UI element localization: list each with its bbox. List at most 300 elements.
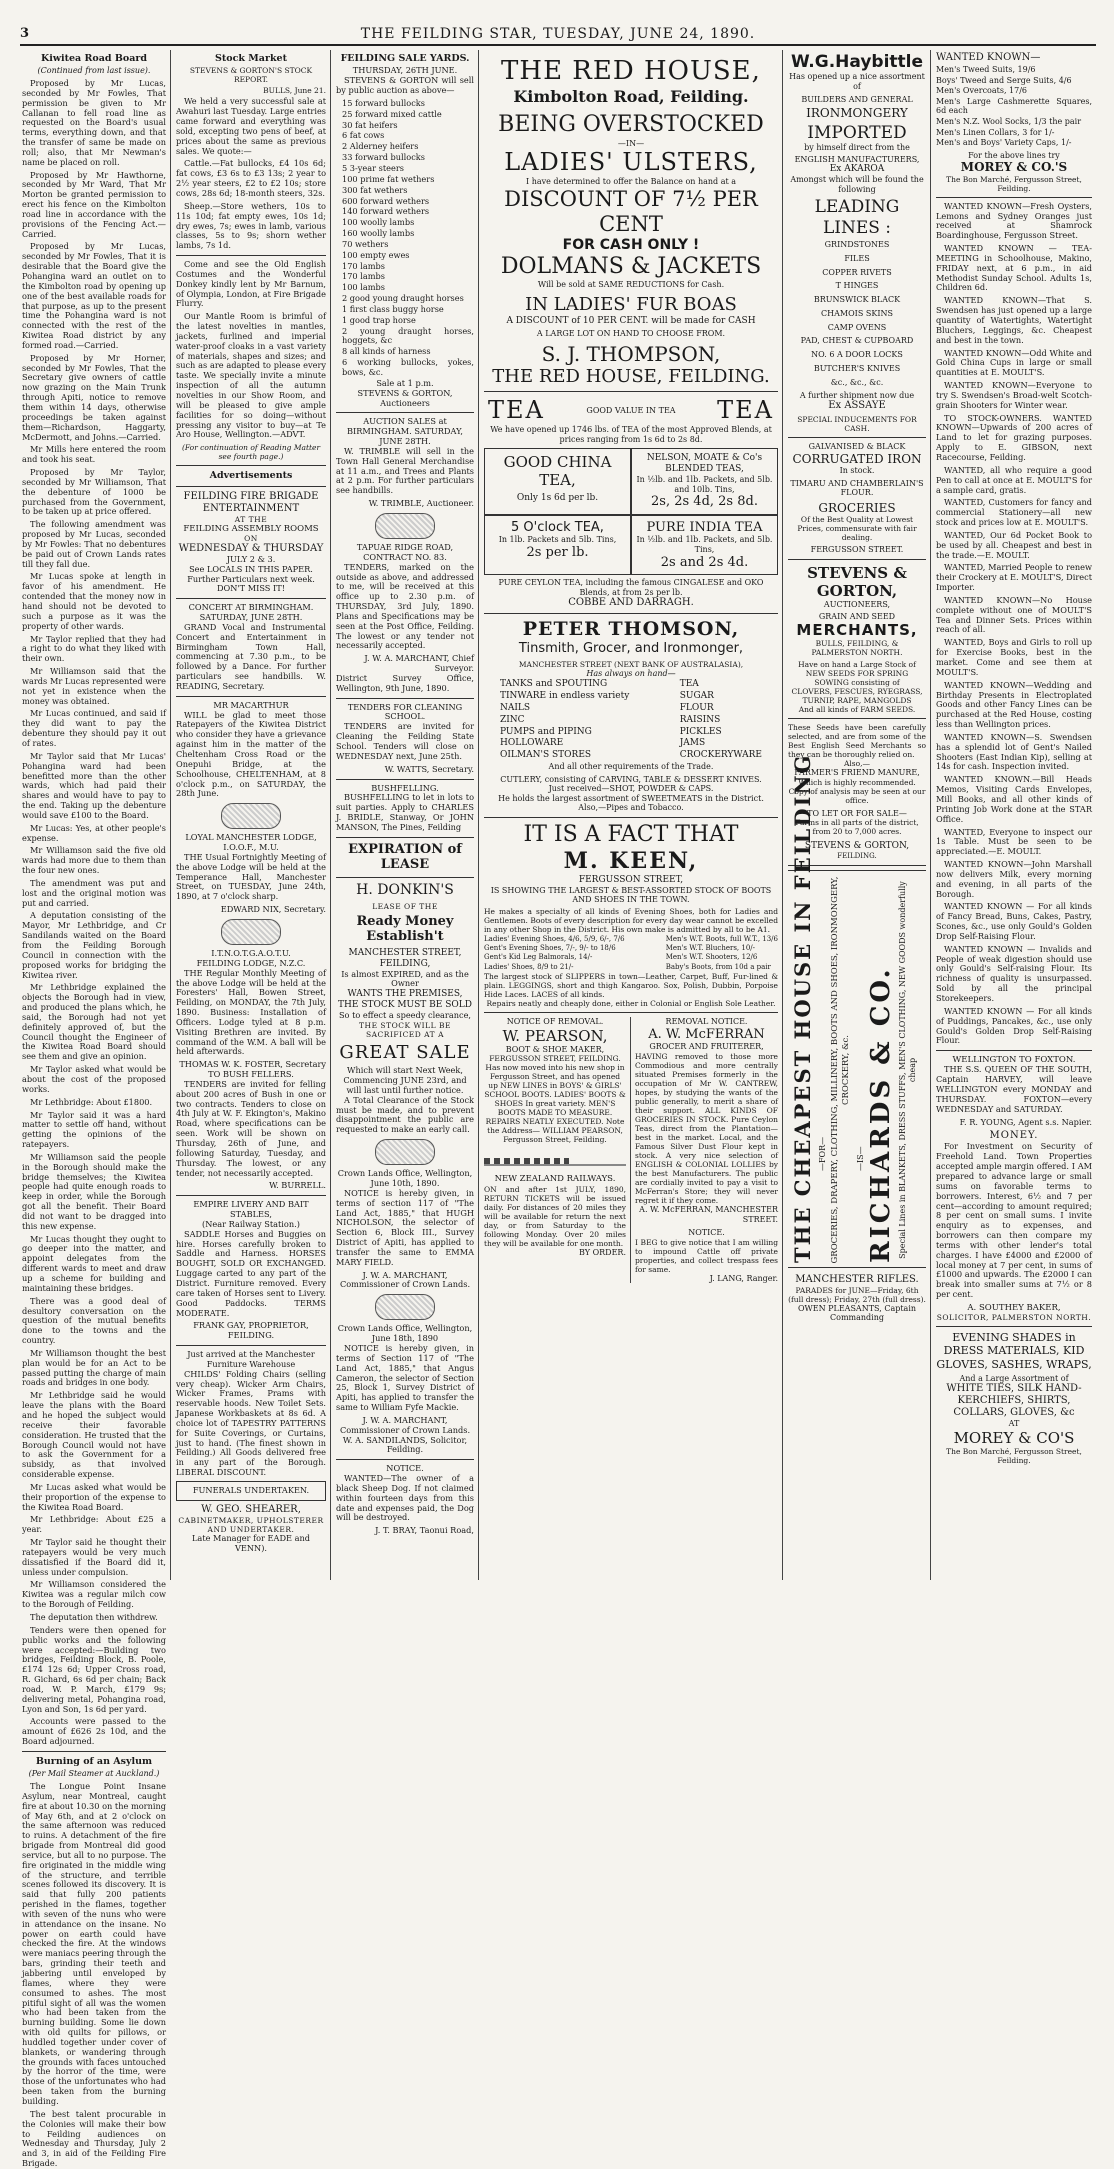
product-item: BUTCHER'S KNIVES [813,364,901,374]
article-paragraph: Come and see the Old English Costumes and the Wonderful Donkey kindly lent by Mr Barnum, of Olympia, London, at Fire Brigade Flurry. [176,259,326,309]
ad-signature: J. T. BRAY, Taonui Road, [375,1525,474,1536]
article-paragraph: The best talent procurable in the Colonies will make their bow to Feilding audiences on Wednesday and Thursday, July 2 and 3, in aid of the Feilding Fire Brigade. [22,2108,166,2169]
ad-signature: W. BURRELL. [269,1180,326,1191]
ad-headline: IN LADIES' FUR BOAS [525,293,737,315]
ad-headline: BEING OVERSTOCKED [498,112,764,138]
ad-text: CUTLERY, consisting of CARVING, TABLE & DESSERT KNIVES. [500,774,762,784]
price-item: Boys' Tweed and Serge Suits, 4/6 [936,75,1072,85]
ad-text: WILL be glad to meet those Ratepayers of the Kiwitea District who consider they have a grievance against him in the matter of the Cheltenham Cross Road or the Onepuhi Bridge, at the Schoolhouse, CHELTENHAM, at 8 o'clock p.m., on SATURDAY, the 28th June. [176,709,326,799]
ad-text: SADDLE Horses and Buggies on hire. Horses carefully broken to Saddle and Harness. HORSES BOUGHT, SOLD OR EXCHANGED. Luggage carted to any part of the District. Furniture removed. Every care taken of Horses sent to Livery. Good Paddocks. TERMS MODERATE. [176,1228,326,1318]
product-item: CAMP OVENS [827,322,887,332]
ad-title: NOTICE. [688,1228,725,1238]
wanted-ad: WANTED KNOWN—That S. Swendsen has just opened up a large quantity of Watertights, Watertight Bluchers, Leggings, &c. Cheapest and best in the town. [936,295,1092,345]
ad-text: FEILDING ASSEMBLY ROOMS [183,523,319,534]
product-item: ZINC [500,714,525,725]
ad-headline: MOREY & CO'S [953,1428,1075,1447]
ad-text: A further shipment now due [799,390,915,400]
ad-text: Which is highly recommended. Copy of analysis may be seen at our office. [788,777,926,805]
lot-item: 300 fat wethers [342,184,408,195]
pearson-ad [484,1017,631,1283]
article-paragraph: The amendment was put and lost and the original motion was put and carried. [22,877,166,908]
ad-title: Just arrived at the Manchester Furniture Warehouse [187,1349,315,1369]
price-item: Ladies' Shoes, 8/9 to 21/- [484,962,574,971]
ad-text: These Seeds have been carefully selected, and are from some of the Best English Seed Merchants so they can be thoroughly relied on. [788,723,926,760]
lot-item: 1 good trap horse [342,314,416,325]
ad-text: Ex ASSAYE [828,400,886,412]
section-subheading: STEVENS & GORTON'S STOCK REPORT. [189,66,313,85]
wanted-ad: WANTED KNOWN—Fresh Oysters, Lemons and Sydney Oranges just received at Shamrock Boardinghouse, Fergusson Street. [936,200,1092,241]
ad-text: WEDNESDAY & THURSDAY [178,542,324,554]
tea-word: TEA [717,396,774,425]
ad-text: AT THE [234,514,268,524]
tea-grid [484,448,778,575]
article-paragraph: Mr Williamson thought the best plan would be for an Act to be passed putting the charge of main roads and bridges in one body. [22,1347,166,1388]
wanted-ad: WANTED, Customers for fancy and commercial Stationery—all new stock and prices low at E. MOULT'S. [936,497,1092,528]
ad-title: LOYAL MANCHESTER LODGE, I.O.O.F., M.U. [185,832,317,853]
ad-text: W. TRIMBLE will sell in the Town Hall General Merchandise at 11 a.m., and Trees and Plants at 2 p.m. For further particulars see handbills. [336,445,474,496]
divider [176,1195,326,1196]
product-item: NO. 6 A DOOR LOCKS [811,350,903,360]
lot-item: 2 good young draught horses [342,293,464,304]
handshake-emblem-icon [221,803,281,829]
product-item: OILMAN'S STORES [500,750,592,761]
wanted-ad: WANTED, Our 6d Pocket Book to be used by all. Cheapest and best in the trade.—E. MOULT. [936,529,1092,560]
ad-title: Crown Lands Office, Wellington, June 18th, 1890 [337,1323,473,1344]
ad-text: I have determined to offer the Balance on hand at a [526,177,736,187]
section-heading: Stock Market [215,53,287,64]
article-paragraph: Mr Lucas spoke at length in favor of his amendment. He contended that the money now in hand should not be devoted to such a purpose as it was the property of other wards. [22,571,166,631]
ad-subtitle: GROCER AND FRUITERER, [649,1042,764,1052]
wanted-ad: WANTED KNOWN—No House complete without one of MOULT'S Tea and Dinner Sets. Prices within reach of all. [936,594,1092,635]
divider [484,1012,778,1013]
wanted-ad: WANTED, Everyone to inspect our 1s Table. Must be seen to be appreciated.—E. MOULT. [936,826,1092,857]
column-wanted [936,50,1092,1580]
lot-item: 170 lambs [342,260,385,271]
ad-headline: DRESS MATERIALS, KID GLOVES, SASHES, WRAPS, [936,1344,1092,1371]
price-item: Men's Tweed Suits, 19/6 [936,65,1036,74]
ad-headline: DISCOUNT OF 7½ PER CENT [504,186,758,236]
product-item: SUGAR [679,691,714,702]
ad-text: —IN— [617,138,645,148]
ad-signature: J. W. A. MARCHANT, Chief Surveyor. [364,653,474,674]
ad-headline: GREAT SALE [339,1041,471,1063]
section-subheading: (Continued from last issue). [37,66,151,76]
lot-item: 600 forward wethers [342,195,430,206]
divider [336,877,474,878]
royal-arms-icon [375,1294,435,1320]
price-item: Men's Overcoats, 17/6 [936,86,1027,96]
section-heading: Kiwitea Road Board [40,53,148,64]
article-paragraph: Mr Lucas: Yes, at other people's expense. [22,822,166,843]
ad-signature: SOLICITOR, PALMERSTON NORTH. [936,1313,1092,1323]
ad-text: GRAIN AND SEED [818,611,896,621]
ad-text: MANCHESTER STREET (NEXT BANK OF AUSTRALASIA), [518,659,744,669]
ad-title: NEW ZEALAND RAILWAYS. [494,1174,616,1185]
ad-text: And all kinds of FARM SEEDS. [798,705,916,715]
ad-signature: COBBE AND DARRAGH. [568,597,694,609]
ad-text: A Total Clearance of the Stock must be made, and to prevent disappointment the public are requested to make an early call. [336,1094,474,1135]
ad-title: TAPUAE RIDGE ROAD, CONTRACT NO. 83. [356,541,454,562]
column-rule [782,50,783,1580]
ad-text: Further Particulars next week. [187,573,315,584]
ad-text: Amongst which will be found the following [790,174,924,194]
ad-text: Repairs neatly and cheaply done, either in Colonial or English Sole Leather. [486,999,776,1009]
ad-headline: EVENING SHADES in [952,1331,1076,1345]
tea-name: GOOD CHINA TEA, [503,453,612,490]
wanted-ad: WANTED KNOWN — Invalids and People of weak digestion should use only Gould's Self-raising Flour. Its richness of quality is unsurpassed. Sold by all the principal Storekeepers. [936,943,1092,1004]
ad-text: Of the Best Quality at Lowest Prices, commensurate with fair dealing. [797,515,917,543]
product-item: PUMPS and PIPING [500,726,592,737]
ad-text: BUILDERS AND GENERAL [801,94,913,104]
article-paragraph: Mr Lethbridge explained the objects the Borough had in view, and produced the plans which, he said, the Borough had not yet definitely approved of, but the Council thought the Engineer of the Kiwitea Road Board should see them and give an opinion. [22,982,166,1062]
article-paragraph: Sheep.—Store wethers, 10s to 11s 10d; fat empty ewes, 10s 1d; dry ewes, 7s; ewes in lamb, various classes, 5s to 9s; shorn wether lambs, 7s 1d. [176,200,326,251]
ad-text: Ex AKAROA [829,164,885,175]
lot-item: 1 first class buggy horse [342,303,444,314]
price-item: Gent's Evening Shoes, 7/-, 9/- to 18/6 [484,944,616,953]
article-paragraph: Proposed by Mr Horner, seconded by Mr Fowles, That the Secretary give owners of cattle now grazing on the Main Trunk through Apiti, notice to remove them within 14 days, otherwise proceedings be taken against them—Richardson, Haggarty, McDermott, and Johns.—Carried. [22,352,166,442]
product-item: PICKLES [679,726,722,737]
ad-signature: OWEN PLEASANTS, Captain Commanding [797,1303,917,1323]
ad-text: Just received—SHOT, POWDER & CAPS. [548,784,714,794]
tea-price: 2s per lb. [526,545,589,561]
ad-text: He holds the largest assortment of SWEETMEATS in the District. [498,793,764,803]
tea-name: NELSON, MOATE & Co's BLENDED TEAS, [646,453,763,475]
ad-title: TENDERS FOR CLEANING SCHOOL. [347,701,463,722]
locomotive-icon [484,1148,626,1170]
ad-title: EMPIRE LIVERY AND BAIT STABLES, [193,1199,309,1220]
article-paragraph: The deputation then withdrew. [30,1612,158,1623]
ad-headline: A. W. McFERRAN [648,1026,765,1042]
vertical-text: Special Lines in BLANKETS, DRESS STUFFS, MEN'S CLOTHING, NEW GOODS wonderfully cheap [898,880,918,1259]
ad-text: WANTED—The owner of a black Sheep Dog. If not claimed within fourteen days from this date and expenses paid, the Dog will be destroyed. [336,1473,474,1523]
lot-item: 6 working bullocks, yokes, bows, &c. [342,357,474,378]
vertical-text: GROCERIES, DRAPERY, CLOTHING, MILLINERY, BOOTS AND SHOES, IRONMONGERY, CROCKERY, &c. [830,876,851,1264]
wanted-ads [936,202,1092,1047]
lot-item: 100 lambs [342,282,385,293]
tea-price: 2s and 2s 4d. [660,554,749,570]
divider [936,1326,1092,1327]
column-kiwitea [22,50,166,2169]
royal-arms-icon [375,1139,435,1165]
ad-text: GRAND Vocal and Instrumental Concert and Entertainment in Birmingham Town Hall, commencing at 7.30 p.m., to be followed by a Dance. For further particulars see handbills. W. READING, Secretary. [176,621,326,691]
ad-text: He makes a specialty of all kinds of Evening Shoes, both for Ladies and Gentlemen. Boots of every description for every day wear cannot be excelled in any other Shop in the District. His own make is admitted by all to be A1. [484,906,778,934]
newspaper-title: THE FEILDING STAR, TUESDAY, JUNE 24, 1890. [360,26,756,42]
ad-subtitle: BOOT & SHOE MAKER, [505,1044,605,1054]
price-item: Men's W.T. Bluchers, 10/- [665,944,756,953]
price-item: Men's Linen Collars, 3 for 1/- [936,127,1055,137]
divider [336,1459,474,1460]
tea-cell [484,515,631,575]
lot-item: 100 prime fat wethers [342,173,435,184]
ad-text: TO LET OR FOR SALE— [807,808,907,818]
tea-cell [631,448,778,514]
ad-title: I.T.N.O.T.G.A.O.T.U. [211,947,291,958]
tea-name: 5 O'clock TEA, [511,519,604,535]
article-paragraph: Mr Mills here entered the room and took his seat. [22,444,166,465]
lot-item: 25 forward mixed cattle [342,108,442,119]
ad-title: FEILDING FIRE BRIGADE ENTERTAINMENT [183,490,319,514]
divider [484,817,778,818]
ad-headline: LEADING LINES : [814,197,900,238]
ad-box: FUNERALS UNDERTAKEN. [176,1481,326,1501]
ad-subheadline: IRONMONGERY [806,106,908,121]
ad-text: And all other requirements of the Trade. [548,761,714,771]
ad-title: TO BUSH FELLERS. [208,1069,294,1080]
product-item: FLOUR [679,702,714,713]
wanted-ad: WANTED, all who require a good Pen to call at once at E. MOULT'S for a sample card, gratis. [936,464,1092,495]
ad-subtitle: FEILDING LODGE, N.Z.C. [196,957,306,968]
ad-subheadline: Tinsmith, Grocer, and Ironmonger, [518,641,744,657]
ad-text: In stock. [839,466,875,476]
ad-title: MONEY. [989,1130,1039,1142]
vertical-headline: RICHARDS & CO. [866,965,896,1263]
ad-text: MANCHESTER STREET, [348,947,462,958]
ad-signature: A. SOUTHEY BAKER, [967,1302,1061,1313]
article-paragraph: Mr Lethbridge: About £1800. [30,1096,153,1107]
article-paragraph: Mr Lethbridge: About £25 a year. [22,1514,166,1535]
ad-title: REMOVAL NOTICE. [665,1017,748,1027]
lot-item: 8 all kinds of harness [342,346,431,357]
article-paragraph: Our Mantle Room is brimful of the latest novelties in mantles, jackets, furlined and imperial water-proof cloaks in a vast variety of materials, shapes and sizes; and such as are adapted to please every taste. We specially invite a minute inspection of all the autumn novelties in our Show Room, and will be pleased to give ample facilities for so doing—without pressing any visitor to buy—at Te Aro House, Wellington.—ADVT. [176,311,326,440]
ad-text: I BEG to give notice that I am willing to impound Cattle off private properties, and collect trespass fees for same. [635,1237,778,1274]
article-paragraph: There was a good deal of desultory conversation on the question of the mutual benefits done to the towns and the country. [22,1295,166,1346]
price-item: Ladies' Evening Shoes, 4/6, 5/9, 6/-, 7/6 [484,934,625,943]
ad-title: NOTICE. [386,1463,424,1474]
lot-item: 100 empty ewes [342,249,410,260]
ad-text: by himself direct from the [804,142,910,152]
ad-signature: STEVENS & GORTON, Auctioneers [357,387,453,408]
lot-item: 160 woolly lambs [342,228,415,239]
vertical-text: —FOR— [818,1136,827,1171]
ad-text: See LOCALS IN THIS PAPER. [189,563,313,574]
ad-text: Also,—Pipes and Tobacco. [578,803,684,813]
column-rule [170,50,171,1580]
product-item: HOLLOWARE [500,738,564,749]
divider [336,837,474,838]
ad-text: PARADES for JUNE—Friday, 6th (full dress); Friday, 27th (full dress). [788,1285,926,1304]
product-list [788,239,926,390]
ad-headline: DOLMANS & JACKETS [500,253,762,279]
ad-text: Will be sold at SAME REDUCTIONS for Cash. [537,280,725,290]
ad-text: ENGLISH MANUFACTURERS, [794,154,920,164]
product-item: PAD, CHEST & CUPBOARD [800,336,914,346]
article-paragraph: Mr Taylor said that Mr Lucas' Pohangina ward had been benefitted more than the other wards, which had paid their shares and would have to pay to the end. Taking up the debenture would save £100 to the Board. [22,750,166,820]
divider [176,465,326,466]
column-red-house [484,50,778,1580]
ad-text: The largest stock of SLIPPERS in town—Leather, Carpet, Buff, Fur-lined & plain. LEGGINGS, short and thigh Kangaroo. Sox, Polish, Dubbin, Porpoise Hide Laces. LACES of all kinds. [484,972,778,1000]
ad-text: Farms in all parts of the district, from 20 to 7,000 acres. [795,818,919,837]
product-item: COPPER RIVETS [822,267,892,277]
ad-headline: EXPIRATION of LEASE [348,841,462,873]
article-paragraph: Mr Williamson said that the wards Mr Lucas represented were not yet in existence when the money was obtained. [22,666,166,706]
ad-text: TENDERS, marked on the outside as above, and addressed to me, will be received at this office up to 2.30 p.m. of THURSDAY, 3rd July, 1890. Plans and Specifications may be seen at the Post Office, Feilding. The lowest or any tender not necessarily accepted. [336,561,474,651]
section-subheading: (Per Mail Steamer at Auckland.) [28,1769,160,1779]
mcferran-ad [631,1017,778,1283]
price-item: Men's W.T. Shooters, 12/6 [665,953,758,962]
continuation-note: (For continuation of Reading Matter see fourth page.) [181,443,321,462]
section-heading: FEILDING SALE YARDS. [340,53,470,64]
divider [484,613,778,614]
ad-title: BUSHFELLING. [371,782,439,793]
ad-subtitle: (Near Railway Station.) [202,1218,300,1229]
masthead [20,24,1096,46]
ad-text: Is almost EXPIRED, and as the Owner [341,968,469,989]
wanted-ad: WANTED, Boys and Girls to roll up for Exercise Books, best in the market. Come and see them at MOULT'S. [936,637,1092,677]
product-item: FILES [844,253,870,263]
product-list [680,678,762,762]
ad-headline: M. KEEN, [563,848,699,875]
lot-item: 33 forward bullocks [342,152,425,163]
column-rule [478,50,479,1580]
ad-text: DON'T MISS IT! [216,583,286,594]
article-paragraph: Mr Williamson said the five old wards had more due to them than the four new ones. [22,845,166,876]
price-list [484,934,625,973]
ad-title: AUCTION SALES at BIRMINGHAM. SATURDAY, JUNE 28TH. [346,416,464,447]
ad-text: Late Manager for EADE and VENN). [192,1532,310,1553]
ad-subheadline: FOR CASH ONLY ! [562,237,700,254]
divider [176,486,326,487]
article-paragraph: The following amendment was proposed by Mr Lucas, seconded by Mr Fowles: That no debentures be paid out of Crown Lands rates till they fall due. [22,519,166,569]
price-lists [484,934,778,973]
article-paragraph: Tenders were then opened for public works and the following were accepted:—Building two bridges, Feilding Block, B. Poole, £174 12s 6d; Upper Cross road, R. Gichard, 6s 6d per chain; Back road, W. P. March, £179 9s; delivering metal, Pohangina road, Lyon and Son, 1s 6d per yard. [22,1624,166,1714]
ad-text: We have opened up 1746 lbs. of TEA of the most Approved Blends, at prices ranging from 1s 6d to 2s 8d. [490,425,772,444]
ad-text: FERGUSSON STREET. [810,545,904,555]
ad-title: Crown Lands Office, Wellington, June 10th, 1890. [337,1168,473,1188]
column-rule [930,50,931,1580]
ad-text: AT [1008,1419,1020,1429]
ad-headline: PETER THOMSON, [522,618,740,641]
wanted-ad: WANTED KNOWN — For all kinds of Puddings, Pancakes, &c., use only Gould's Golden Drop Self-Raising Flour. [936,1005,1092,1046]
divider [176,696,326,697]
divider [176,598,326,599]
ad-text: The Bon Marché, Fergusson Street, Feilding. [946,1446,1082,1465]
ad-text: FARMER'S FRIEND MANURE, [794,768,920,778]
ad-signature: THOMAS W. K. FOSTER, Secretary [179,1059,326,1070]
ad-headline: IMPORTED [807,122,907,143]
ad-signature: J. W. A. MARCHANT, Commissioner of Crown Lands. W. A. SANDILANDS, Solicitor, Feilding. [339,1414,471,1455]
ad-text: THE Regular Monthly Meeting of the above Lodge will be held at the Foresters' Hall, Bowen Street, Feilding, on MONDAY, the 7th July, 1890. Business: Installation of Officers. Lodge tyled at 8 p.m. Visiting Brethren are invited. By command of the W.M. A ball will be held afterwards. [176,967,326,1057]
lot-item: 2 Alderney heifers [342,141,419,152]
ad-text: So to effect a speedy clearance, [338,1009,472,1020]
ad-text: And a Large Assortment of [959,1373,1069,1383]
ad-subheadline: GROCERIES [818,501,896,516]
lot-item: 170 lambs [342,271,385,282]
price-item: Men's N.Z. Wool Socks, 1/3 the pair [936,116,1082,126]
lot-item: 15 forward bullocks [342,97,425,108]
ad-text: ON [244,533,258,543]
ad-title: MANCHESTER RIFLES. [795,1273,919,1285]
ad-text: For the above lines try [968,150,1060,160]
two-ad-row [484,1017,778,1283]
wanted-ad: WANTED KNOWN—Wedding and Birthday Presents in Electroplated Goods and other Fancy Lines can be purchased at the Red House, costing less than Wellington prices. [936,679,1092,730]
price-item: Baby's Boots, from 10d a pair [665,962,771,971]
tea-banner [484,396,778,425]
ad-text: Has opened up a nice assortment of [789,72,925,91]
column-stock-market [176,50,326,1580]
product-list [500,678,629,762]
wanted-ad: WANTED KNOWN.—Bill Heads Memos, Visiting Cards Envelopes, Mill Books, and all other kinds of Printing Job Work done at the STAR Office. [936,774,1092,824]
ad-subheadline: Kimbolton Road, Feilding. [513,87,749,107]
product-item: JAMS [679,738,706,749]
ad-text: PURE CEYLON TEA, including the famous CINGALESE and OKO Blends, at from 2s per lb. [498,578,764,597]
ad-headline: STEVENS & GORTON, [807,564,907,601]
column-rule [330,50,331,1580]
price-list [666,934,778,973]
ad-text: AUCTIONEERS, [823,600,891,610]
ad-text: Sale at 1 p.m. [376,377,434,388]
ad-text: LEASE OF THE [372,901,438,911]
ad-text: NOTICE is hereby given, in terms of section 117 of "The Land Act, 1885," that HUGH NICHOLSON, the selector of Section 6, Block III., Survey District of Apiti, has applied to transfer the same to EMMA MARY FIELD. [336,1187,474,1267]
tea-name: PURE INDIA TEA [646,519,763,535]
divider [336,698,474,699]
product-item: CROCKERYWARE [679,750,762,761]
ad-text: Have on hand a Large Stock of NEW SEEDS FOR SPRING SOWING consisting of [798,660,916,688]
product-item: TINWARE in endless variety [500,691,630,702]
product-item: &c., &c., &c. [830,377,884,387]
article-paragraph: We held a very successful sale at Awahuri last Tuesday. Large entries came forward and everything was sold, excepting two pens of beef, at prices about the same as previous sales. We quote:— [176,96,326,156]
column-haybittle [788,50,926,1580]
dateline: BULLS, June 21. [263,86,326,96]
wanted-ad: WANTED KNOWN — For all kinds of Fancy Bread, Buns, Cakes, Pastry, Scones, &c., use only Gould's Golden Drop Self-Raising Flour. [936,901,1092,941]
article-paragraph: Mr Lucas thought they ought to go deeper into the matter, and appoint delegates from the different wards to meet and draw up a scheme for building and maintaining these bridges. [22,1233,166,1293]
column-sale-yards [336,50,474,1580]
ad-title: W. GEO. SHEARER, [201,1503,301,1515]
lot-item: 5 3-year steers [342,162,404,173]
article-paragraph: The Longue Point Insane Asylum, near Montreal, caught fire at about 10.30 on the morning of May 6th, and at 2 o'clock on the same afternoon was reduced to ruins. A detachment of the fire brigade from Montreal did good service, but all to no purpose. The fire originated in the middle wing of the structure, and terrible scenes followed its discovery. It is said that fully 200 patients perished in the flames, together with seven of the nuns who were in attendance on the insane. No power on earth could have checked the fire. At the windows were maniacs peering through the bars, grinding their teeth and jabbering until enveloped by flames, where they were consumed to ashes. The most pitiful sight of all was the women who had been taken from the burning building. Some lie down with old quilts for pillows, or huddled together under cover of blankets, or wandering through the grounds with faces untouched by the horror of the time, were those of the unfortunates who had been taken from the burning building. [22,1780,166,2106]
ad-text: HAVING removed to those more Commodious and more centrally situated Premises formerly in the occupation of Mr W. CANTREW, hopes, by studying the wants of the public generally, to merit a share of their support. ALL KINDS OF GROCERIES IN STOCK. Pure Ceylon Teas, direct from the Plantation—best in the market. Local, and the Famous Silver Dust Flour kept in stock. A very nice selection of ENGLISH & COLONIAL LOLLIES by the best Manufacturers. The public are cordially invited to pay a visit to McFerran's Store; they will never regret it if they come. [635,1052,778,1206]
wanted-ad: WANTED, Married People to renew their Crockery at E. MOULT'S, Direct Importer. [936,562,1092,593]
article-paragraph: Mr Williamson said the people in the Borough should make the bridge themselves; the Kiwitea people had quite enough roads to keep in order, while the Borough got all the benefit. Their Board did not want to be dragged into this new expense. [22,1151,166,1231]
lot-item: 100 woolly lambs [342,217,415,228]
ad-signature: J. LANG, Ranger. [709,1273,778,1283]
ad-signature: F. R. YOUNG, Agent s.s. Napier. [959,1116,1092,1127]
ad-signature: J. W. A. MARCHANT, Commissioner of Crown Lands. [339,1269,471,1290]
ad-signature: BY ORDER. [579,1247,626,1257]
ad-signature: STEVENS & GORTON, [804,841,910,852]
article-paragraph: Proposed by Mr Lucas, seconded by Mr Fowles, That it is desirable that the Board give the Pohangina ward an outlet on to the Kimbolton road by opening up one of the best available roads for that purpose, as up to the present time the Pohangina ward is not connected with the rest of the Kiwitea Road district by any formed road.—Carried. [22,241,166,350]
divider [22,1751,166,1752]
article-paragraph: Proposed by Mr Hawthorne, seconded by Mr Ward, That Mr Morton be granted permission to erect his fence on the Kimbolton road line in accordance with the provisions of the Fencing Act.—Carried. [22,169,166,239]
article-paragraph: Mr Taylor said he thought their ratepayers would be very much dissatisfied if the Board did it, unless under compulsion. [22,1537,166,1577]
ad-text: FERGUSSON STREET, [578,874,684,885]
ad-text: Which will start Next Week, [347,1065,463,1076]
ad-text: The Bon Marché, Fergusson Street, Feilding. [946,174,1082,193]
divider [484,391,778,392]
product-item: NAILS [500,702,531,713]
article-paragraph: Mr Taylor replied that they had a right to do what they liked with their own. [22,633,166,664]
ad-text: BUSHFELLING to let in lots to suit parties. Apply to CHARLES J. BRIDLE, Stanway, Or JOHN MANSON, The Pines, Feilding [336,792,474,832]
tea-sub: In ½lb. and 1lb. Packets, and 5lb. and 10lb. Tins, [636,475,773,494]
price-item: Men's and Boys' Variety Caps, 1/- [936,138,1072,148]
article-paragraph: Proposed by Mr Lucas, seconded by Mr Fowles, That permission be given to Mr Callanan to fell road line as requested on the Board's usual terms, everything down, and that the transfer of same be made on roll; also, that Mr Newman's name be placed on roll. [22,77,166,167]
lot-item: 140 forward wethers [342,206,430,217]
lot-list [336,99,474,378]
ad-signature: EDWARD NIX, Secretary. [220,904,326,915]
ad-signature: A. W. McFERRAN, MANCHESTER STREET. [639,1205,778,1224]
ad-text: THE S.S. QUEEN OF THE SOUTH, Captain HARVEY, will leave WELLINGTON every MONDAY and THURSDAY. FOXTON—every WEDNESDAY and SATURDAY. [936,1064,1092,1114]
ad-signature: FRANK GAY, PROPRIETOR, FEILDING. [193,1320,309,1341]
ad-text: TENDERS are invited for felling about 200 acres of Bush in one or two contracts. Tenders to close on 4th July at W. F. Ekington's, Makino Road, where specifications can be seen. Work will be shown on Thursday, 26th of June, and following Saturday, Tuesday, and Thursday. The lowest, or any tender, not necessarily accepted. [176,1078,326,1178]
ad-text: GALVANISED & BLACK [808,442,906,452]
ad-text: Also,— [843,759,871,769]
ad-headline: W. PEARSON, [502,1026,608,1045]
product-item: GRINDSTONES [824,239,890,249]
product-item: TANKS and SPOUTING [500,679,608,690]
price-item: Gent's Kid Leg Balmorals, 14/- [484,953,593,962]
wanted-ad: WANTED KNOWN—S. Swendsen has a splendid lot of Gent's Nailed Shooters (East Indian Kip), selling at 14s for cash. Inspection invited. [936,731,1092,772]
tea-sub: In 1lb. Packets and 5lb. Tins, [498,535,617,545]
ad-text: District Survey Office, Wellington, 9th June, 1890. [336,672,474,693]
